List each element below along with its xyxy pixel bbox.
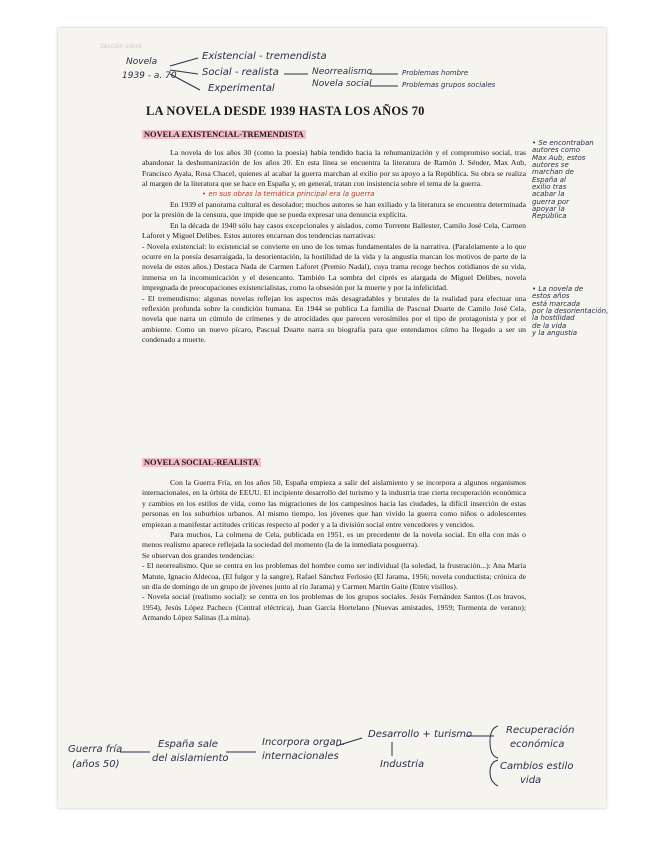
note-novela: Novela [126,57,158,67]
note-incorpora: Incorpora organ. [262,737,346,748]
note-existencial: Existencial - tremendista [202,51,327,62]
note-guerra-fria: Guerra fría [68,744,123,755]
watermark-text: Sección sobre [100,43,142,50]
note-problemas-grupos: Problemas grupos sociales [402,81,496,89]
note-novela-social: Novela social [312,79,372,89]
note-industria: Industria [380,759,425,770]
paragraph-3: En la década de 1940 sólo hay casos excepcionales y aislados, como Torrente Ballester, Camilo José Cela, Carmen Laforet y Miguel Delibes. Estos autores encarnan dos tendencias narrativas: [142,220,526,241]
note-desarrollo: Desarrollo + turismo [368,729,473,740]
paragraph-10: - Novela social (realismo social): se centra en los problemas de los grupos sociales. Jesús Fernández Santos (Los bravos, 1954), Jesús López Pacheco (Central eléctrica), Juan García Hortelano (Nuevas amistades, 1959; Tormenta de verano); Armando López Salinas (La mina). [142,592,526,623]
note-years: 1939 - a. 70 [122,71,177,81]
paragraph-4: - Novela existencial: lo existencial se convierte en uno de los temas fundamentales de la narrativa. (Paralelamente a lo que ocurre en la poesía desarraigada, la desorientación, la hostilidad de la vida y la angustia marcan los motivos de parte de la novela de estos años.) Destaca Nada de Carmen Laforet (Premio Nadal), cuya trama recoge hechos cotidianos de su vida, inmersa en la incomunicación y el desencanto. También La sombra del ciprés es alargada de Miguel Delibes, novela impregnada de preocupaciones existencialistas, como la obsesión por la muerte y por la infelicidad. [142,241,526,293]
note-experimental: Experimental [208,83,275,94]
note-internacionales: internacionales [262,751,339,762]
paragraph-2: En 1939 el panorama cultural es desolador; muchos autores se han exiliado y la literatura se encuentra determinada por la presión de la censura, que impide que se pueda expresar una denuncia explícita. [142,199,526,220]
paragraph-7: Para muchos, La colmena de Cela, publicada en 1951, es un precedente de la novela social. En ella con más o menos realismo aparece reflejada la sociedad del momento (la de la inmediata posguerra). [142,530,526,550]
note-cambios: Cambios estilo [500,761,574,772]
paragraph-9: - El neorrealismo. Que se centra en los problemas del hombre como ser individual (la soledad, la frustración...): Ana María Matute, Ignacio Aldecoa, (El fulgor y la sangre), Rafael Sánchez Ferlosio (El Jarama, 1956; novela conductista; crónica de un día de domingo de un grupo de jóvenes junto al río Jarama) y Carmen Martín Gaite (Entre visillos). [142,561,526,592]
margin-note-angustia: • La novela de estos años está marcada por la desorientación, la hostilidad de la vida y la angustia [532,285,609,338]
paragraph-1: La novela de los años 30 (como la poesía) había tendido hacia la rehumanización y el compromiso social, tras abandonar la deshumanización de los años 20. En esta línea se encuentra la literatura de Ramón J. Sénder, Max Aub, Francisco Ayala, Rosa Chacel, quienes al acabar la guerra marchan al exilio por su apoyo a la República. Su obra se realiza al margen de la literatura que se hace en España y, en general, tratan con insistencia sobre el tema de la guerra. [142,148,526,189]
note-recuperacion: Recuperación [506,725,575,736]
section-heading-existencial: NOVELA EXISTENCIAL-TREMENDISTA [144,130,304,139]
note-problemas-hombre: Problemas hombre [402,69,469,77]
inline-note: • en sus obras la temática principal era la guerra [202,189,375,198]
note-aislamiento: del aislamiento [152,753,229,764]
section-heading-social: NOVELA SOCIAL-REALISTA [144,458,259,467]
paragraph-5: - El tremendismo: algunas novelas reflejan los aspectos más desagradables y brutales de la realidad para efectuar una reflexión profunda sobre la condición humana. En 1944 se publica La familia de Pascual Duarte de Camilo José Cela, novela que narra un cúmulo de crímenes y de atrocidades que parecen verosímiles por el tipo de protagonista y por el ambiente. Como un nuevo pícaro, Pascual Duarte narra su biografía para que entendamos cómo ha llegado a ser un condenado a muerte. [142,293,526,345]
note-vida: vida [520,775,542,786]
note-social: Social - realista [202,67,279,78]
margin-note-exilio: • Se encontraban autores como Max Aub, estos autores se marchan de España al exilio tras acabar la guerra por apoyar la República [532,139,594,221]
note-anos50: (años 50) [72,759,120,770]
note-neorrealismo: Neorrealismo [312,67,373,77]
paragraph-6: Con la Guerra Fría, en los años 50, España empieza a salir del aislamiento y se incorpora a algunos organismos internacionales, en la órbita de EEUU. El incipiente desarrollo del turismo y la industria trae cierta recuperación económica y cambios en los estilos de vida, como las migraciones de los campesinos hacia las ciudades, la difícil inserción de estas personas en los suburbios urbanos. Al mismo tiempo, los jóvenes que han vivido la guerra como niños o adolescentes empiezan a manifestar actitudes críticas respecto al poder y a la división social entre vencedores y vencidos. [142,478,526,529]
paragraph-8: Se observan dos grandes tendencias: [142,550,255,560]
document-title: LA NOVELA DESDE 1939 HASTA LOS AÑOS 70 [146,104,425,118]
note-economica: económica [510,739,565,750]
note-espana-sale: España sale [158,739,218,750]
